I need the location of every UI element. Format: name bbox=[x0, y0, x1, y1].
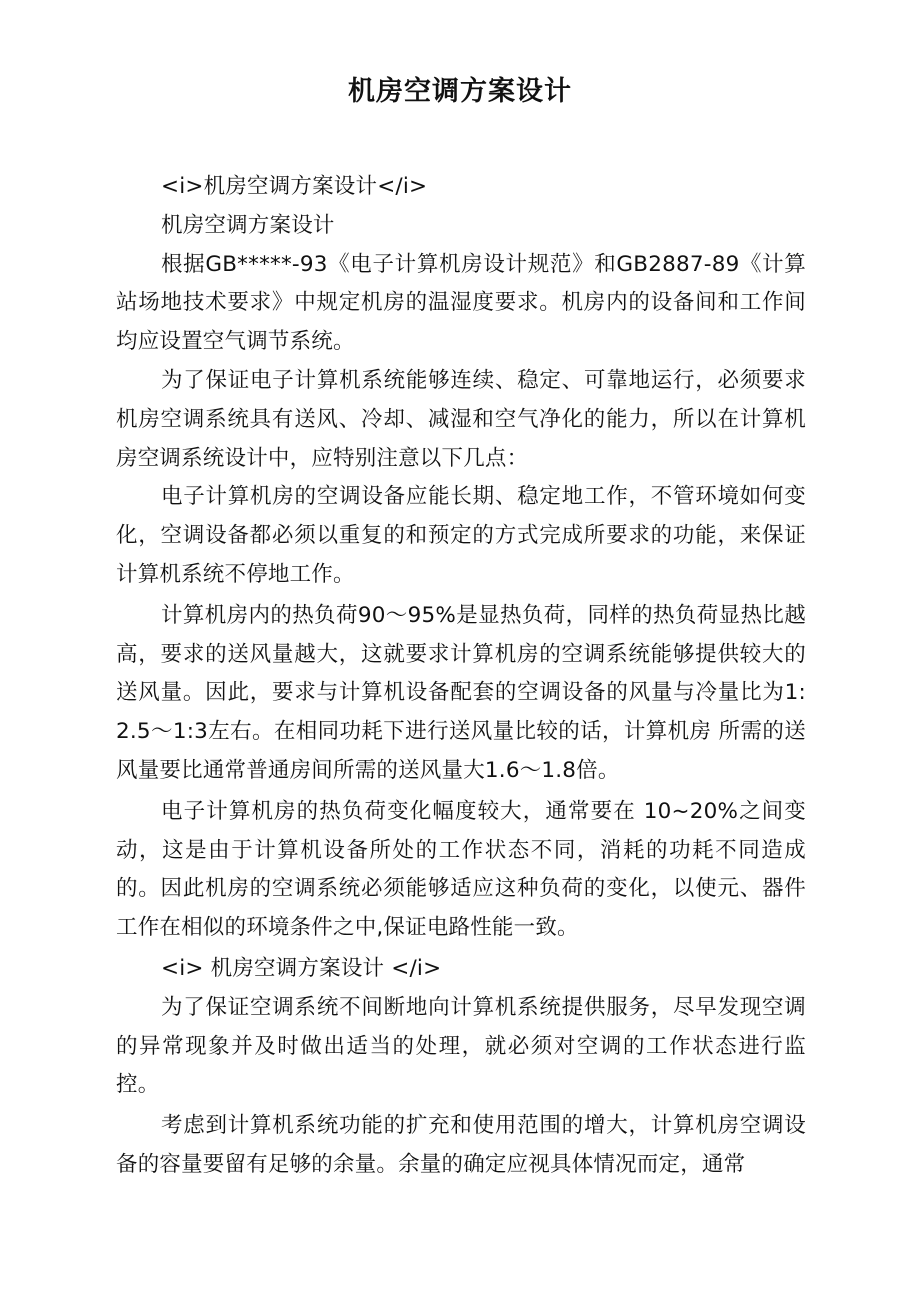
paragraph-reliability: 电子计算机房的空调设备应能长期、稳定地工作，不管环境如何变化，空调设备都必须以重复的和预定的方式完成所要求的功能，来保证计算机系统不停地工作。 bbox=[116, 484, 806, 587]
paragraph-italic-tag-heading: <i>机房空调方案设计</i> bbox=[161, 174, 428, 199]
paragraph-load-variation: 电子计算机房的热负荷变化幅度较大，通常要在 10~20%之间变动，这是由于计算机设备所处的工作状态不同，消耗的功耗不同造成的。因此机房的空调系统必须能够适应这种负荷的变化，以使元、器件工作在相似的环境条件之中,保证电路性能一致。 bbox=[116, 798, 806, 941]
paragraph-requirements: 为了保证电子计算机系统能够连续、稳定、可靠地运行，必须要求机房空调系统具有送风、冷却、减湿和空气净化的能力，所以在计算机房空调系统设计中，应特别注意以下几点： bbox=[116, 367, 806, 471]
paragraph-italic-tag-section: <i> 机房空调方案设计 </i> bbox=[161, 955, 442, 981]
document-body bbox=[116, 168, 806, 1185]
paragraph-subheading: 机房空调方案设计 bbox=[161, 212, 335, 238]
document-title: 机房空调方案设计 bbox=[348, 76, 572, 107]
paragraph-heat-load: 计算机房内的热负荷90〜95%是显热负荷，同样的热负荷显热比越高，要求的送风量越大，这就要求计算机房的空调系统能够提供较大的送风量。因此，要求与计算机设备配套的空调设备的风量与冷量比为1:2.5〜1:3左右。在相同功耗下进行送风量比较的话，计算机房 所需的送风量要比通常普通房间所需的送风量大1.6〜1.8倍。 bbox=[116, 602, 806, 783]
paragraph-standards: 根据GB*****-93《电子计算机房设计规范》和GB2887-89《计算站场地技术要求》中规定机房的温湿度要求。机房内的设备间和工作间均应设置空气调节系统。 bbox=[116, 251, 806, 355]
paragraph-monitoring: 为了保证空调系统不间断地向计算机系统提供服务，尽早发现空调的异常现象并及时做出适当的处理，就必须对空调的工作状态进行监控。 bbox=[116, 994, 806, 1098]
paragraph-capacity: 考虑到计算机系统功能的扩充和使用范围的增大，计算机房空调设备的容量要留有足够的余量。余量的确定应视具体情况而定，通常 bbox=[116, 1113, 806, 1177]
